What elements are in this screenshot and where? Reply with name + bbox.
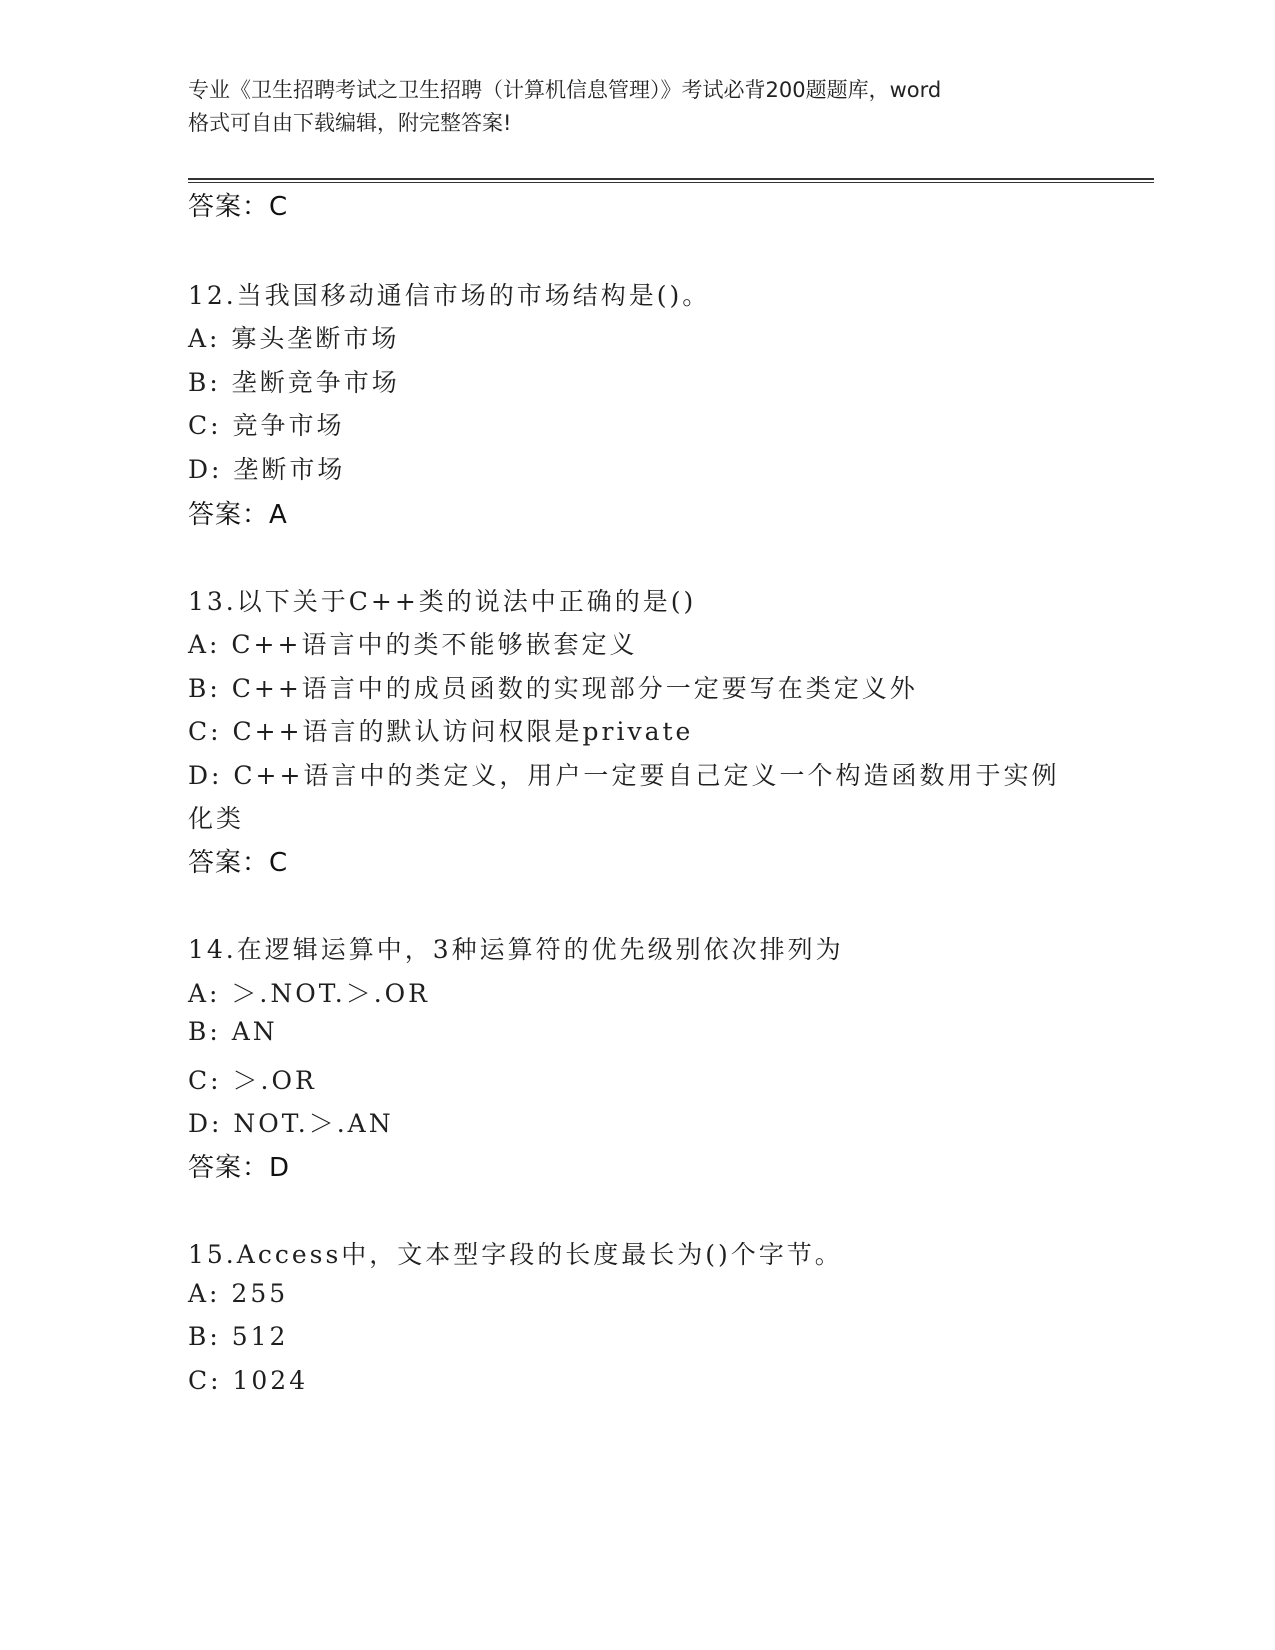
answer-q14: 答案：D [188, 1153, 291, 1183]
question-12-option-a: A: 寡头垄断市场 [188, 324, 400, 353]
answer-q11: 答案：C [188, 192, 289, 222]
header-line-1: 专业《卫生招聘考试之卫生招聘（计算机信息管理）》考试必背200题题库，word [188, 78, 942, 102]
question-13-option-c: C: C++语言的默认访问权限是private [188, 717, 694, 746]
answer-q12: 答案：A [188, 500, 288, 530]
header-divider-thin [188, 182, 1154, 183]
question-13-option-d-continued: 化类 [188, 804, 245, 833]
question-13-text: 13.以下关于C++类的说法中正确的是() [188, 587, 697, 616]
question-12-option-c: C: 竞争市场 [188, 411, 345, 440]
answer-q13: 答案：C [188, 848, 289, 878]
question-13-option-a: A: C++语言中的类不能够嵌套定义 [188, 630, 638, 659]
question-12-option-d: D: 垄断市场 [188, 455, 346, 484]
question-15-text: 15.Access中，文本型字段的长度最长为()个字节。 [188, 1240, 843, 1269]
header-divider-thick [188, 178, 1154, 180]
question-14-option-c: C: ＞.OR [188, 1066, 317, 1095]
document-header [188, 74, 1088, 140]
question-15-option-a: A: 255 [188, 1279, 289, 1308]
question-14-text: 14.在逻辑运算中，3种运算符的优先级别依次排列为 [188, 935, 844, 964]
question-15-option-b: B: 512 [188, 1322, 289, 1351]
question-15-option-c: C: 1024 [188, 1366, 309, 1395]
question-12-option-b: B: 垄断竞争市场 [188, 368, 400, 397]
question-13-option-d: D: C++语言中的类定义，用户一定要自己定义一个构造函数用于实例 [188, 761, 1060, 790]
header-line-2: 格式可自由下载编辑，附完整答案! [188, 111, 512, 135]
question-14-option-a: A: ＞.NOT.＞.OR [188, 979, 430, 1008]
question-14-option-d: D: NOT.＞.AN [188, 1109, 394, 1138]
question-12-text: 12.当我国移动通信市场的市场结构是()。 [188, 281, 711, 310]
question-14-option-b: B: AN [188, 1017, 278, 1046]
question-13-option-b: B: C++语言中的成员函数的实现部分一定要写在类定义外 [188, 674, 918, 703]
